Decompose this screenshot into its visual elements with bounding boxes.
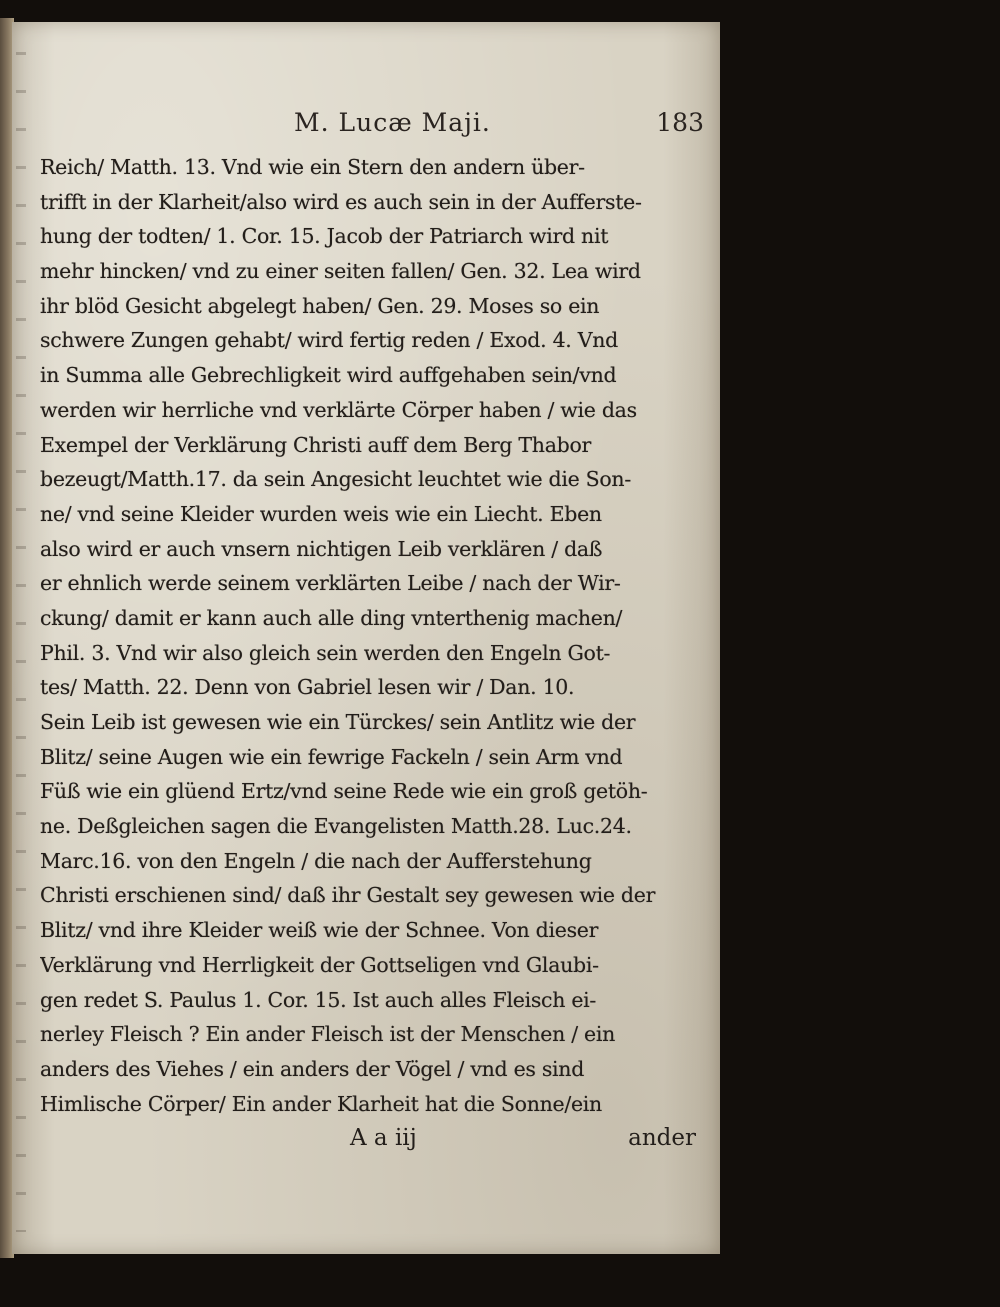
text-line: ckung/ damit er kann auch alle ding vnterthenig machen/ bbox=[40, 605, 623, 630]
text-line: Sein Leib ist gewesen wie ein Türckes/ sein Antlitz wie der bbox=[40, 710, 636, 734]
text-line: also wird er auch vnsern nichtigen Leib verklären / daß bbox=[40, 536, 603, 561]
page-footer bbox=[32, 1125, 704, 1161]
text-line: anders des Viehes / ein anders der Vögel / vnd es sind bbox=[40, 1056, 585, 1081]
page-header bbox=[32, 108, 704, 148]
text-line: trifft in der Klarheit/also wird es auch sein in der Aufferste- bbox=[40, 189, 642, 214]
text-line: bezeugt/Matth.17. da sein Angesicht leuchtet wie die Son- bbox=[40, 467, 631, 492]
text-line: Phil. 3. Vnd wir also gleich sein werden den Engeln Got- bbox=[40, 640, 611, 665]
text-line: schwere Zungen gehabt/ wird fertig reden / Exod. 4. Vnd bbox=[40, 328, 618, 353]
text-line: Füß wie ein glüend Ertz/vnd seine Rede wie ein groß getöh- bbox=[40, 779, 648, 804]
text-line: Verklärung vnd Herrligkeit der Gottseligen vnd Glaubi- bbox=[40, 952, 599, 977]
text-line: gen redet S. Paulus 1. Cor. 15. Ist auch alles Fleisch ei- bbox=[40, 987, 597, 1012]
text-line: Christi erschienen sind/ daß ihr Gestalt sey gewesen wie der bbox=[40, 883, 656, 908]
text-line: Exempel der Verklärung Christi auff dem Berg Thabor bbox=[40, 432, 591, 457]
text-line: tes/ Matth. 22. Denn von Gabriel lesen wir / Dan. 10. bbox=[40, 675, 575, 700]
text-line: werden wir herrliche vnd verklärte Cörper haben / wie das bbox=[40, 397, 637, 422]
text-line: Blitz/ vnd ihre Kleider weiß wie der Schnee. Von dieser bbox=[40, 918, 599, 943]
text-line: er ehnlich werde seinem verklärten Leibe / nach der Wir- bbox=[40, 571, 621, 596]
catchword: ander bbox=[628, 1125, 696, 1151]
signature-mark: A a iij bbox=[350, 1125, 417, 1151]
page-number: 183 bbox=[656, 108, 704, 137]
text-line: Reich/ Matth. 13. Vnd wie ein Stern den andern über- bbox=[40, 155, 585, 179]
text-line: mehr hincken/ vnd zu einer seiten fallen/ Gen. 32. Lea wird bbox=[40, 259, 641, 284]
text-line: Blitz/ seine Augen wie ein fewrige Fackeln / sein Arm vnd bbox=[40, 744, 623, 769]
text-line: Marc.16. von den Engeln / die nach der Aufferstehung bbox=[40, 848, 592, 873]
book-page bbox=[12, 22, 720, 1254]
text-line: in Summa alle Gebrechligkeit wird auffgehaben sein/vnd bbox=[40, 363, 617, 388]
text-line: ne/ vnd seine Kleider wurden weis wie ein Liecht. Eben bbox=[40, 501, 602, 526]
text-line: nerley Fleisch ? Ein ander Fleisch ist der Menschen / ein bbox=[40, 1022, 616, 1047]
text-line: ne. Deßgleichen sagen die Evangelisten Matth.28. Luc.24. bbox=[40, 814, 632, 839]
text-line: Himlische Cörper/ Ein ander Klarheit hat die Sonne/ein bbox=[40, 1091, 602, 1116]
spine-shadow bbox=[16, 52, 26, 1232]
running-title: M. Lucæ Maji. bbox=[294, 108, 491, 137]
body-text bbox=[40, 150, 704, 1121]
text-line: ihr blöd Gesicht abgelegt haben/ Gen. 29. Moses so ein bbox=[40, 293, 600, 318]
text-line: hung der todten/ 1. Cor. 15. Jacob der Patriarch wird nit bbox=[40, 224, 609, 249]
